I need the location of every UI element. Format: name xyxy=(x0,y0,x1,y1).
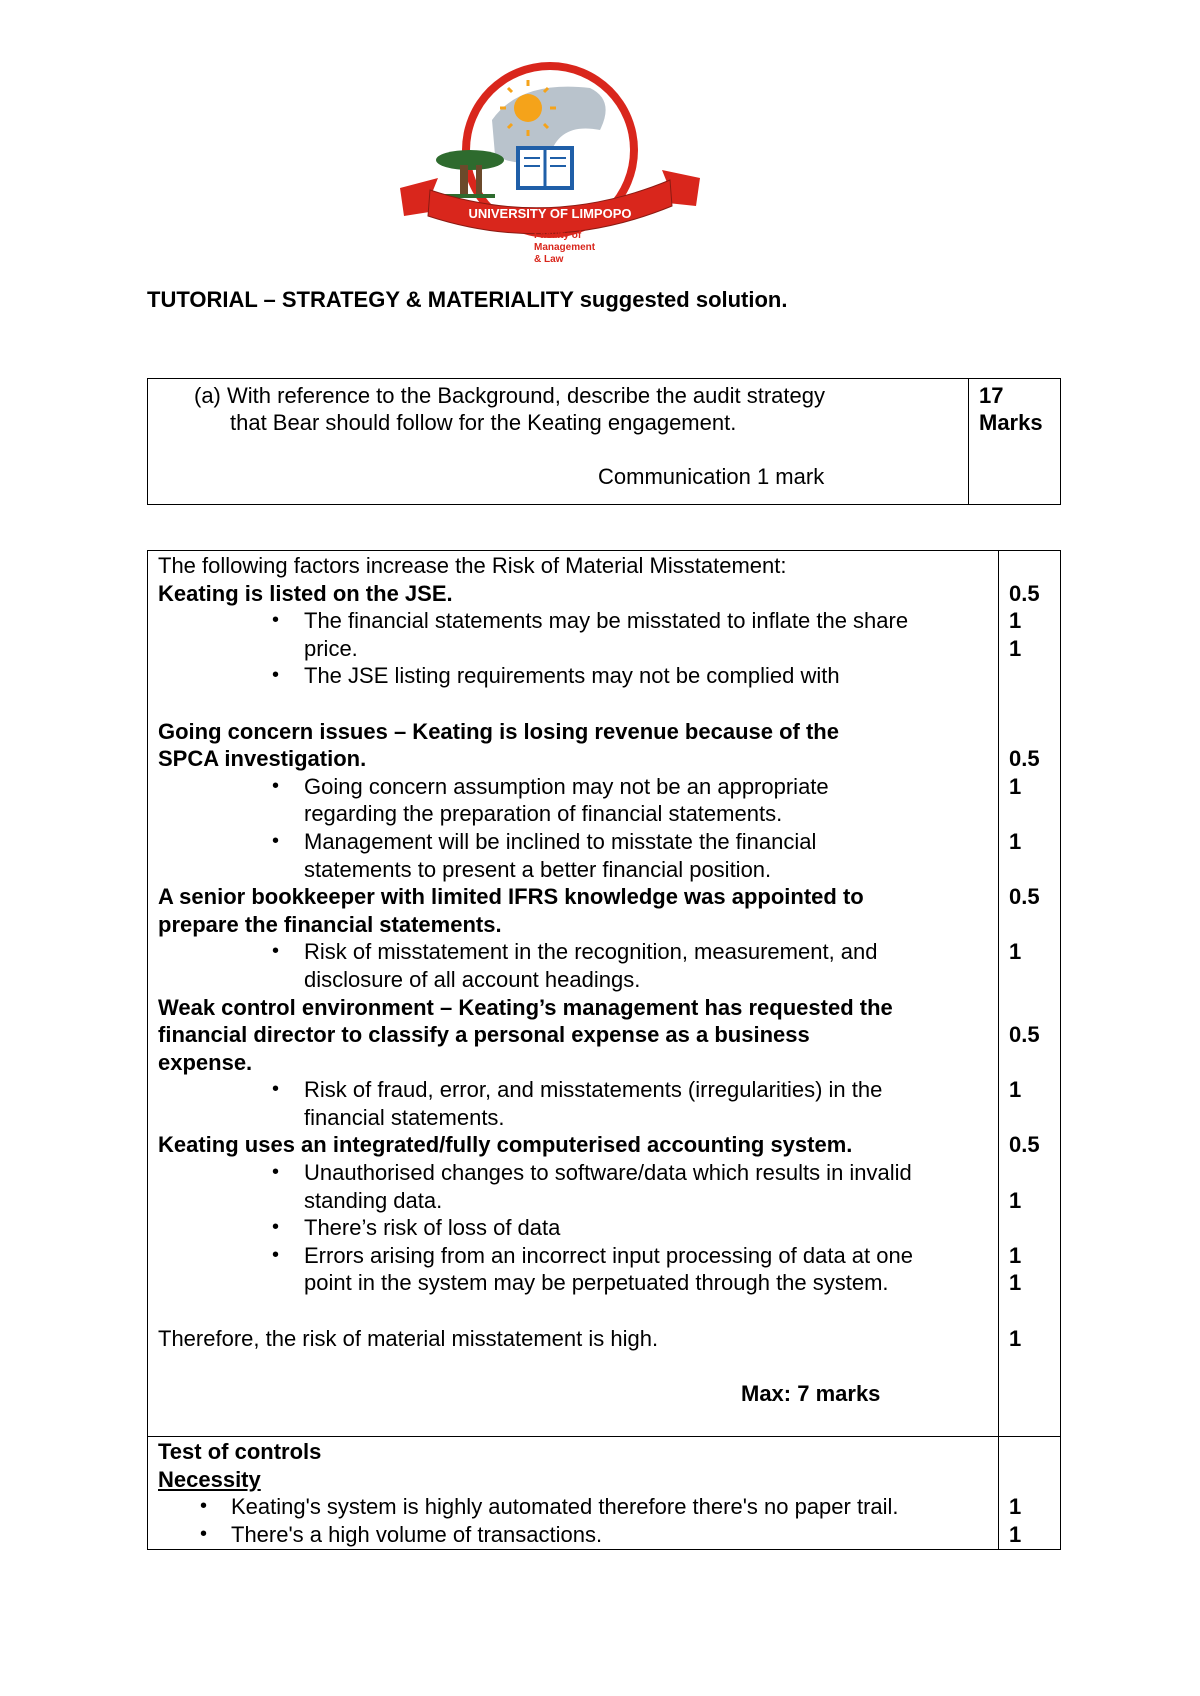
mark-value: 1 xyxy=(1009,1494,1022,1520)
risk-bullet: • Going concern assumption may not be an appropriate xyxy=(158,773,988,801)
mark-value xyxy=(1009,552,1050,580)
mark-value xyxy=(1009,1297,1050,1325)
spacer xyxy=(158,1352,988,1380)
question-line: (a) With reference to the Background, describe the audit strategy xyxy=(194,383,825,408)
risk-heading: A senior bookkeeper with limited IFRS knowledge was appointed to xyxy=(158,884,864,910)
logo-faculty-line: Faculty of xyxy=(534,230,582,241)
conclusion-text: Therefore, the risk of material misstatement is high. xyxy=(158,1325,659,1351)
mark-value: 1 xyxy=(1009,1187,1022,1213)
question-table xyxy=(147,378,1061,505)
mark-value xyxy=(1009,856,1050,884)
logo-faculty-line: & Law xyxy=(534,254,564,265)
risk-bullet-continuation: statements to present a better financial position. xyxy=(304,856,772,882)
page-title: TUTORIAL – STRATEGY & MATERIALITY suggested solution. xyxy=(147,287,788,312)
mark-value: 1 xyxy=(1009,1325,1022,1351)
mark-value xyxy=(1009,718,1050,746)
solution-table xyxy=(147,550,1061,1550)
solution-text-cell xyxy=(148,551,999,1437)
mark-value: 1 xyxy=(1009,939,1022,965)
spacer xyxy=(158,1407,988,1435)
mark-value: 1 xyxy=(1009,1242,1022,1268)
risk-heading-continuation: expense. xyxy=(158,1049,253,1075)
mark-value: 1 xyxy=(1009,1521,1022,1547)
risk-heading: Keating uses an integrated/fully computerised accounting system. xyxy=(158,1132,853,1158)
toc-heading: Test of controls xyxy=(158,1439,322,1464)
spacer xyxy=(1009,1466,1050,1494)
mark-value xyxy=(1009,1214,1050,1242)
necessity-heading: Necessity xyxy=(158,1466,261,1492)
risk-heading-continuation: SPCA investigation. xyxy=(158,746,367,772)
intro-text: The following factors increase the Risk of Material Misstatement: xyxy=(158,553,787,578)
mark-value xyxy=(1009,994,1050,1022)
risk-heading: Keating is listed on the JSE. xyxy=(158,580,453,606)
mark-value xyxy=(1009,911,1050,939)
risk-bullet: • The JSE listing requirements may not be complied with xyxy=(158,662,988,690)
table-row xyxy=(148,1437,1061,1550)
risk-bullet: • Risk of fraud, error, and misstatements (irregularities) in the xyxy=(158,1076,988,1104)
risk-bullet-continuation: disclosure of all account headings. xyxy=(304,966,641,992)
book-icon xyxy=(518,148,572,188)
mark-value: 1 xyxy=(1009,608,1022,634)
risk-bullet: • Unauthorised changes to software/data which results in invalid xyxy=(158,1159,988,1187)
mark-value: 0.5 xyxy=(1009,1022,1040,1048)
university-logo xyxy=(400,60,700,265)
mark-value xyxy=(1009,966,1050,994)
risk-bullet-continuation: price. xyxy=(304,635,358,661)
mark-value: 1 xyxy=(1009,773,1022,799)
risk-bullet-continuation: point in the system may be perpetuated through the system. xyxy=(304,1270,889,1296)
mark-value: 0.5 xyxy=(1009,884,1040,910)
mark-value: 0.5 xyxy=(1009,580,1040,606)
mark-value xyxy=(1009,1104,1050,1132)
risk-heading: Going concern issues – Keating is losing revenue because of the xyxy=(158,718,839,744)
risk-bullet: • Management will be inclined to misstate the financial xyxy=(158,828,988,856)
spacer xyxy=(1009,1438,1050,1466)
risk-bullet: • The financial statements may be misstated to inflate the share xyxy=(158,607,988,635)
mark-value xyxy=(1009,662,1050,690)
mark-value: 0.5 xyxy=(1009,1132,1040,1158)
logo-emblem xyxy=(400,60,700,265)
question-marks: 17 Marks xyxy=(969,379,1061,505)
mark-value: 0.5 xyxy=(1009,746,1040,772)
toc-bullet: • There's a high volume of transactions. xyxy=(158,1521,988,1549)
risk-bullet: • Errors arising from an incorrect input processing of data at one xyxy=(158,1242,988,1270)
max-marks: Max: 7 marks xyxy=(741,1380,881,1406)
mark-value: 1 xyxy=(1009,828,1022,854)
risk-bullet-continuation: standing data. xyxy=(304,1187,443,1213)
mark-value: 1 xyxy=(1009,635,1022,661)
mark-value xyxy=(1009,1159,1050,1187)
toc-text-cell xyxy=(148,1437,999,1550)
mark-value: 1 xyxy=(1009,1077,1022,1103)
risk-bullet: • There’s risk of loss of data xyxy=(158,1214,988,1242)
mark-value xyxy=(1009,690,1050,718)
risk-heading-continuation: prepare the financial statements. xyxy=(158,911,502,937)
risk-bullet-continuation: regarding the preparation of financial statements. xyxy=(304,801,783,827)
toc-marks-column xyxy=(999,1437,1061,1550)
question-line: that Bear should follow for the Keating engagement. xyxy=(230,410,737,435)
toc-bullet: • Keating's system is highly automated therefore there's no paper trail. xyxy=(158,1493,988,1521)
spacer xyxy=(158,690,988,718)
logo-faculty-line: Management xyxy=(534,242,596,253)
question-text-cell xyxy=(148,379,969,505)
mark-value xyxy=(1009,1049,1050,1077)
marks-column xyxy=(999,551,1061,1437)
logo-institution-text: UNIVERSITY OF LIMPOPO xyxy=(468,206,632,221)
mark-value xyxy=(1009,800,1050,828)
risk-heading-continuation: financial director to classify a personal expense as a business xyxy=(158,1022,810,1048)
risk-heading: Weak control environment – Keating’s management has requested the xyxy=(158,994,893,1020)
communication-mark: Communication 1 mark xyxy=(598,464,825,489)
spacer xyxy=(158,1297,988,1325)
risk-bullet: • Risk of misstatement in the recognition, measurement, and xyxy=(158,938,988,966)
table-row xyxy=(148,551,1061,1437)
risk-bullet-continuation: financial statements. xyxy=(304,1104,505,1130)
mark-value: 1 xyxy=(1009,1270,1022,1296)
